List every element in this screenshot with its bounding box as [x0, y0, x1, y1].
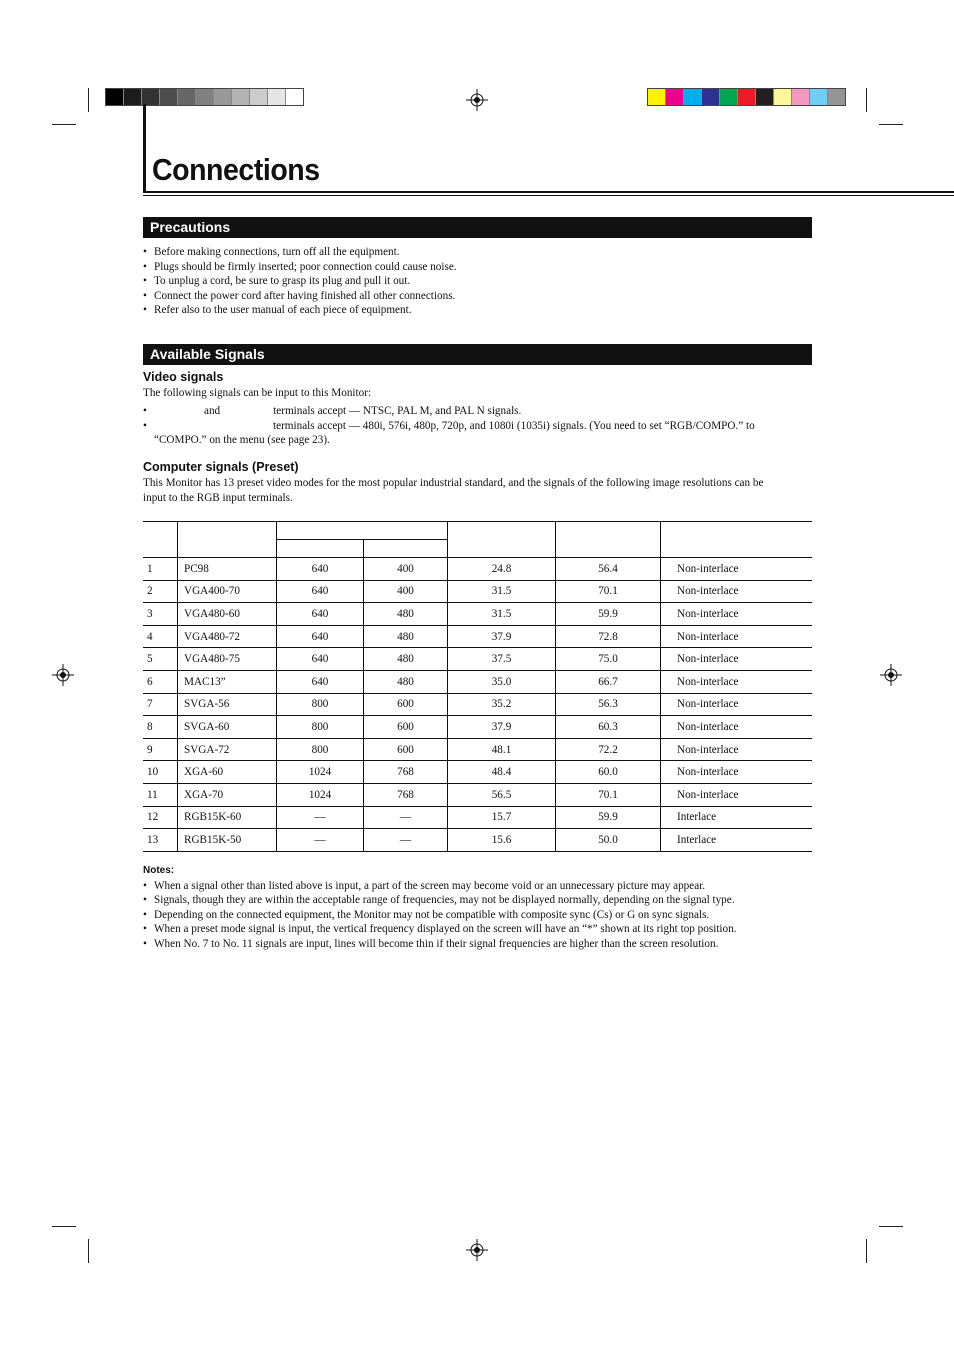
table-cell-vertical-resolution: 600 [364, 716, 448, 739]
crop-mark [52, 1226, 76, 1227]
table-cell-signal-name: SVGA-60 [178, 716, 277, 739]
table-cell-horizontal-resolution: — [277, 829, 364, 852]
precautions-list [143, 245, 457, 318]
table-cell-vertical-resolution: 480 [364, 603, 448, 626]
table-cell-vertical-resolution: — [364, 806, 448, 829]
table-cell-no: 4 [143, 625, 178, 648]
registration-mark-icon [466, 1239, 488, 1261]
table-cell-horizontal-frequency: 56.5 [448, 783, 556, 806]
table-row [143, 670, 812, 693]
table-cell-vertical-resolution: 480 [364, 648, 448, 671]
table-cell-signal-name: XGA-70 [178, 783, 277, 806]
table-row [143, 558, 812, 581]
table-cell-scanning: Non-interlace [661, 761, 813, 784]
table-cell-vertical-resolution: 768 [364, 761, 448, 784]
and-text: and [204, 405, 221, 417]
notes-heading: Notes: [143, 865, 175, 876]
video-signals-intro: The following signals can be input to this Monitor: [143, 387, 372, 399]
table-cell-horizontal-resolution: — [277, 806, 364, 829]
table-header-cell [143, 522, 178, 558]
list-item: • When No. 7 to No. 11 signals are input, lines will become thin if their signal frequencies are higher than the screen resolution. [143, 937, 812, 951]
table-row [143, 829, 812, 852]
table-cell-no: 8 [143, 716, 178, 739]
color-swatch [178, 89, 196, 105]
table-cell-scanning: Non-interlace [661, 603, 813, 626]
table-cell-no: 2 [143, 580, 178, 603]
computer-signals-intro: This Monitor has 13 preset video modes for the most popular industrial standard, and the signals of the following image resolutions can be input to the RGB input terminals. [143, 477, 764, 504]
table-cell-vertical-resolution: 600 [364, 693, 448, 716]
table-cell-horizontal-frequency: 35.0 [448, 670, 556, 693]
table-cell-vertical-resolution: 600 [364, 738, 448, 761]
list-item [143, 404, 808, 419]
table-cell-scanning: Non-interlace [661, 580, 813, 603]
color-swatch [232, 89, 250, 105]
table-cell-signal-name: XGA-60 [178, 761, 277, 784]
table-cell-horizontal-frequency: 48.1 [448, 738, 556, 761]
table-cell-no: 11 [143, 783, 178, 806]
table-row [143, 603, 812, 626]
table-header-cell [364, 540, 448, 558]
table-cell-vertical-frequency: 56.4 [556, 558, 661, 581]
crop-mark [88, 88, 89, 112]
table-cell-horizontal-resolution: 640 [277, 670, 364, 693]
table-cell-horizontal-resolution: 640 [277, 580, 364, 603]
color-swatch [648, 89, 666, 105]
table-cell-signal-name: VGA480-75 [178, 648, 277, 671]
component-terminals-text: terminals accept — 480i, 576i, 480p, 720p, and 1080i (1035i) signals. (You need to set “RGB/COMPO.” to “COMPO.” on the menu (see page 23). [154, 419, 755, 447]
table-cell-scanning: Non-interlace [661, 738, 813, 761]
table-cell-signal-name: VGA400-70 [178, 580, 277, 603]
table-cell-scanning: Interlace [661, 806, 813, 829]
table-header-cell [277, 540, 364, 558]
table-cell-vertical-frequency: 59.9 [556, 603, 661, 626]
table-cell-vertical-frequency: 70.1 [556, 580, 661, 603]
title-underline [143, 191, 954, 193]
table-cell-no: 12 [143, 806, 178, 829]
table-cell-scanning: Non-interlace [661, 716, 813, 739]
table-cell-vertical-resolution: 480 [364, 670, 448, 693]
table-cell-signal-name: RGB15K-50 [178, 829, 277, 852]
table-cell-no: 9 [143, 738, 178, 761]
color-swatch [268, 89, 286, 105]
list-item: • When a signal other than listed above is input, a part of the screen may become void or an unnecessary picture may appear. [143, 879, 812, 893]
table-cell-scanning: Non-interlace [661, 670, 813, 693]
video-signals-subheading: Video signals [143, 370, 224, 384]
list-item: • Plugs should be firmly inserted; poor connection could cause noise. [143, 260, 457, 275]
color-swatch [666, 89, 684, 105]
table-cell-horizontal-resolution: 640 [277, 648, 364, 671]
table-cell-vertical-frequency: 56.3 [556, 693, 661, 716]
list-item [143, 419, 808, 448]
table-cell-no: 1 [143, 558, 178, 581]
table-cell-vertical-resolution: 400 [364, 580, 448, 603]
color-swatch [142, 89, 160, 105]
table-cell-vertical-resolution: 480 [364, 625, 448, 648]
registration-mark-icon [466, 89, 488, 111]
table-header-cell [556, 522, 661, 558]
table-cell-horizontal-resolution: 800 [277, 738, 364, 761]
list-item: • Connect the power cord after having finished all other connections. [143, 289, 457, 304]
video-signal-list [143, 404, 808, 448]
crop-mark [879, 124, 903, 125]
table-cell-horizontal-resolution: 640 [277, 558, 364, 581]
table-cell-horizontal-frequency: 37.5 [448, 648, 556, 671]
table-cell-no: 3 [143, 603, 178, 626]
table-cell-scanning: Non-interlace [661, 783, 813, 806]
table-header-cell [277, 522, 448, 540]
table-cell-no: 10 [143, 761, 178, 784]
table-cell-vertical-resolution: — [364, 829, 448, 852]
list-item: • To unplug a cord, be sure to grasp its plug and pull it out. [143, 274, 457, 289]
table-cell-horizontal-frequency: 31.5 [448, 603, 556, 626]
table-cell-signal-name: VGA480-72 [178, 625, 277, 648]
table-cell-scanning: Non-interlace [661, 693, 813, 716]
registration-mark-icon [880, 664, 902, 686]
color-swatch [810, 89, 828, 105]
crop-mark [88, 1239, 89, 1263]
table-cell-vertical-resolution: 400 [364, 558, 448, 581]
precautions-heading: Precautions [143, 217, 812, 238]
table-row [143, 738, 812, 761]
color-swatch [124, 89, 142, 105]
table-cell-horizontal-resolution: 1024 [277, 783, 364, 806]
color-swatch [738, 89, 756, 105]
table-cell-scanning: Non-interlace [661, 625, 813, 648]
color-swatch [286, 89, 303, 105]
table-cell-vertical-frequency: 60.0 [556, 761, 661, 784]
preset-signal-table [143, 521, 812, 852]
title-underline [143, 195, 954, 196]
table-row [143, 625, 812, 648]
table-cell-horizontal-frequency: 48.4 [448, 761, 556, 784]
table-cell-no: 7 [143, 693, 178, 716]
table-cell-vertical-frequency: 66.7 [556, 670, 661, 693]
table-cell-vertical-frequency: 50.0 [556, 829, 661, 852]
table-cell-signal-name: MAC13” [178, 670, 277, 693]
list-item: • Before making connections, turn off all the equipment. [143, 245, 457, 260]
table-row [143, 580, 812, 603]
color-swatch [684, 89, 702, 105]
color-swatch [702, 89, 720, 105]
notes-list [143, 879, 812, 951]
table-cell-horizontal-resolution: 800 [277, 693, 364, 716]
table-cell-vertical-frequency: 59.9 [556, 806, 661, 829]
table-cell-horizontal-frequency: 37.9 [448, 625, 556, 648]
table-cell-horizontal-resolution: 640 [277, 603, 364, 626]
table-cell-signal-name: VGA480-60 [178, 603, 277, 626]
color-swatch [756, 89, 774, 105]
page-title: Connections [152, 152, 320, 187]
table-row [143, 761, 812, 784]
table-cell-scanning: Non-interlace [661, 558, 813, 581]
table-row [143, 783, 812, 806]
table-cell-vertical-frequency: 75.0 [556, 648, 661, 671]
available-signals-heading: Available Signals [143, 344, 812, 365]
color-swatch [774, 89, 792, 105]
crop-mark [866, 88, 867, 112]
table-row [143, 806, 812, 829]
crop-mark [52, 124, 76, 125]
color-swatch [792, 89, 810, 105]
table-row [143, 716, 812, 739]
table-cell-signal-name: SVGA-72 [178, 738, 277, 761]
title-rule [143, 104, 146, 192]
table-cell-horizontal-frequency: 37.9 [448, 716, 556, 739]
color-swatch [106, 89, 124, 105]
list-item: • Refer also to the user manual of each piece of equipment. [143, 303, 457, 318]
table-cell-no: 6 [143, 670, 178, 693]
table-cell-horizontal-resolution: 1024 [277, 761, 364, 784]
color-swatch [720, 89, 738, 105]
table-header-cell [178, 522, 277, 558]
table-cell-horizontal-frequency: 15.6 [448, 829, 556, 852]
table-cell-scanning: Non-interlace [661, 648, 813, 671]
crop-mark [879, 1226, 903, 1227]
table-header-cell [661, 522, 813, 558]
crop-mark [866, 1239, 867, 1263]
table-cell-signal-name: RGB15K-60 [178, 806, 277, 829]
table-cell-horizontal-frequency: 35.2 [448, 693, 556, 716]
table-row [143, 648, 812, 671]
list-item: • Depending on the connected equipment, the Monitor may not be compatible with composite sync (Cs) or G on sync signals. [143, 908, 812, 922]
table-cell-no: 13 [143, 829, 178, 852]
color-swatch [160, 89, 178, 105]
color-swatch [828, 89, 845, 105]
color-swatch [214, 89, 232, 105]
table-cell-vertical-frequency: 70.1 [556, 783, 661, 806]
color-swatch [250, 89, 268, 105]
table-cell-vertical-frequency: 60.3 [556, 716, 661, 739]
table-cell-horizontal-frequency: 31.5 [448, 580, 556, 603]
list-item: • When a preset mode signal is input, the vertical frequency displayed on the screen will have an “*” shown at its right top position. [143, 922, 812, 936]
video-terminals-text: terminals accept — NTSC, PAL M, and PAL N signals. [273, 405, 522, 417]
table-cell-vertical-frequency: 72.2 [556, 738, 661, 761]
table-cell-no: 5 [143, 648, 178, 671]
table-cell-horizontal-frequency: 15.7 [448, 806, 556, 829]
table-cell-vertical-frequency: 72.8 [556, 625, 661, 648]
table-cell-horizontal-frequency: 24.8 [448, 558, 556, 581]
table-cell-signal-name: PC98 [178, 558, 277, 581]
table-cell-scanning: Interlace [661, 829, 813, 852]
table-cell-signal-name: SVGA-56 [178, 693, 277, 716]
list-item: • Signals, though they are within the acceptable range of frequencies, may not be displayed normally, depending on the signal type. [143, 893, 812, 907]
table-cell-horizontal-resolution: 800 [277, 716, 364, 739]
table-row [143, 693, 812, 716]
table-header-cell [448, 522, 556, 558]
table-cell-horizontal-resolution: 640 [277, 625, 364, 648]
computer-signals-subheading: Computer signals (Preset) [143, 460, 299, 474]
process-color-bar [647, 88, 846, 106]
color-swatch [196, 89, 214, 105]
table-cell-vertical-resolution: 768 [364, 783, 448, 806]
grayscale-color-bar [105, 88, 304, 106]
registration-mark-icon [52, 664, 74, 686]
